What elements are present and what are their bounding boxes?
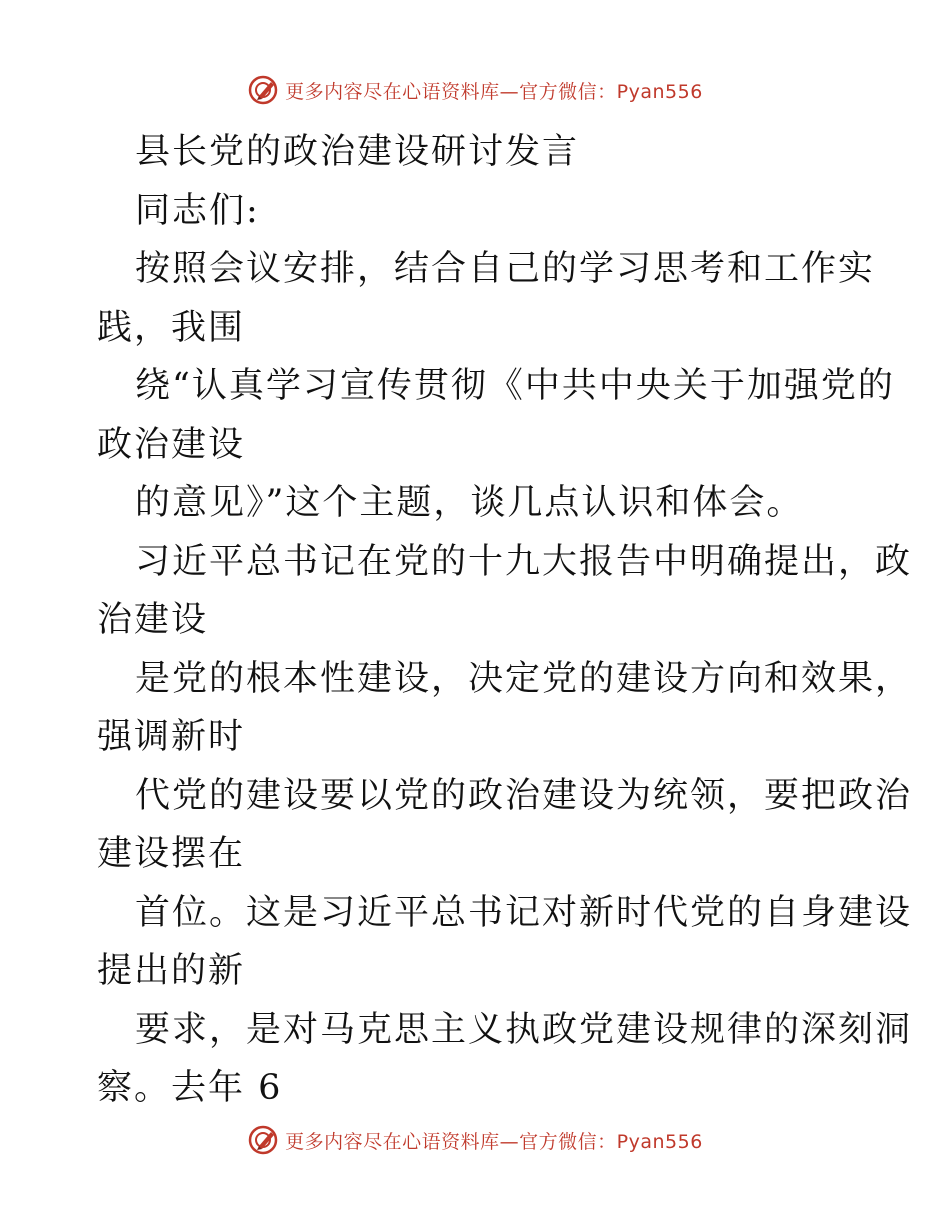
- text-line: 察。去年 6: [97, 1068, 283, 1108]
- text-line: 代党的建设要以党的政治建设为统领，要把政治: [135, 775, 913, 816]
- text-line: 强调新时: [97, 717, 246, 757]
- text-line: 要求，是对马克思主义执政党建设规律的深刻洞: [135, 1009, 913, 1050]
- text-line: 治建设: [97, 600, 209, 640]
- pen-logo-icon: [247, 74, 279, 106]
- document-title: 县长党的政治建设研讨发言: [135, 132, 580, 172]
- text-line: 习近平总书记在党的十九大报告中明确提出，政: [135, 541, 913, 582]
- text-line: 建设摆在: [97, 834, 246, 874]
- text-line: 的意见》”这个主题，谈几点认识和体会。: [135, 483, 804, 523]
- text-line: 绕“认真学习宣传贯彻《中共中央关于加强党的: [135, 366, 895, 406]
- document-body: [97, 123, 913, 1118]
- salutation: 同志们:: [135, 190, 260, 231]
- text-line: 首位。这是习近平总书记对新时代党的自身建设: [135, 892, 913, 933]
- footer-banner: [0, 1120, 950, 1160]
- text-line: 按照会议安排，结合自己的学习思考和工作实: [135, 249, 876, 289]
- text-line: 是党的根本性建设，决定党的建设方向和效果，: [135, 658, 913, 699]
- text-line: 提出的新: [97, 951, 246, 991]
- footer-banner-text: 更多内容尽在心语资料库—官方微信：Pyan556: [285, 1130, 703, 1153]
- text-line: 践，我围: [97, 307, 246, 348]
- header-banner-text: 更多内容尽在心语资料库—官方微信：Pyan556: [285, 80, 703, 103]
- text-line: 政治建设: [97, 424, 246, 465]
- pen-logo-icon: [247, 1124, 279, 1156]
- header-banner: [0, 70, 950, 110]
